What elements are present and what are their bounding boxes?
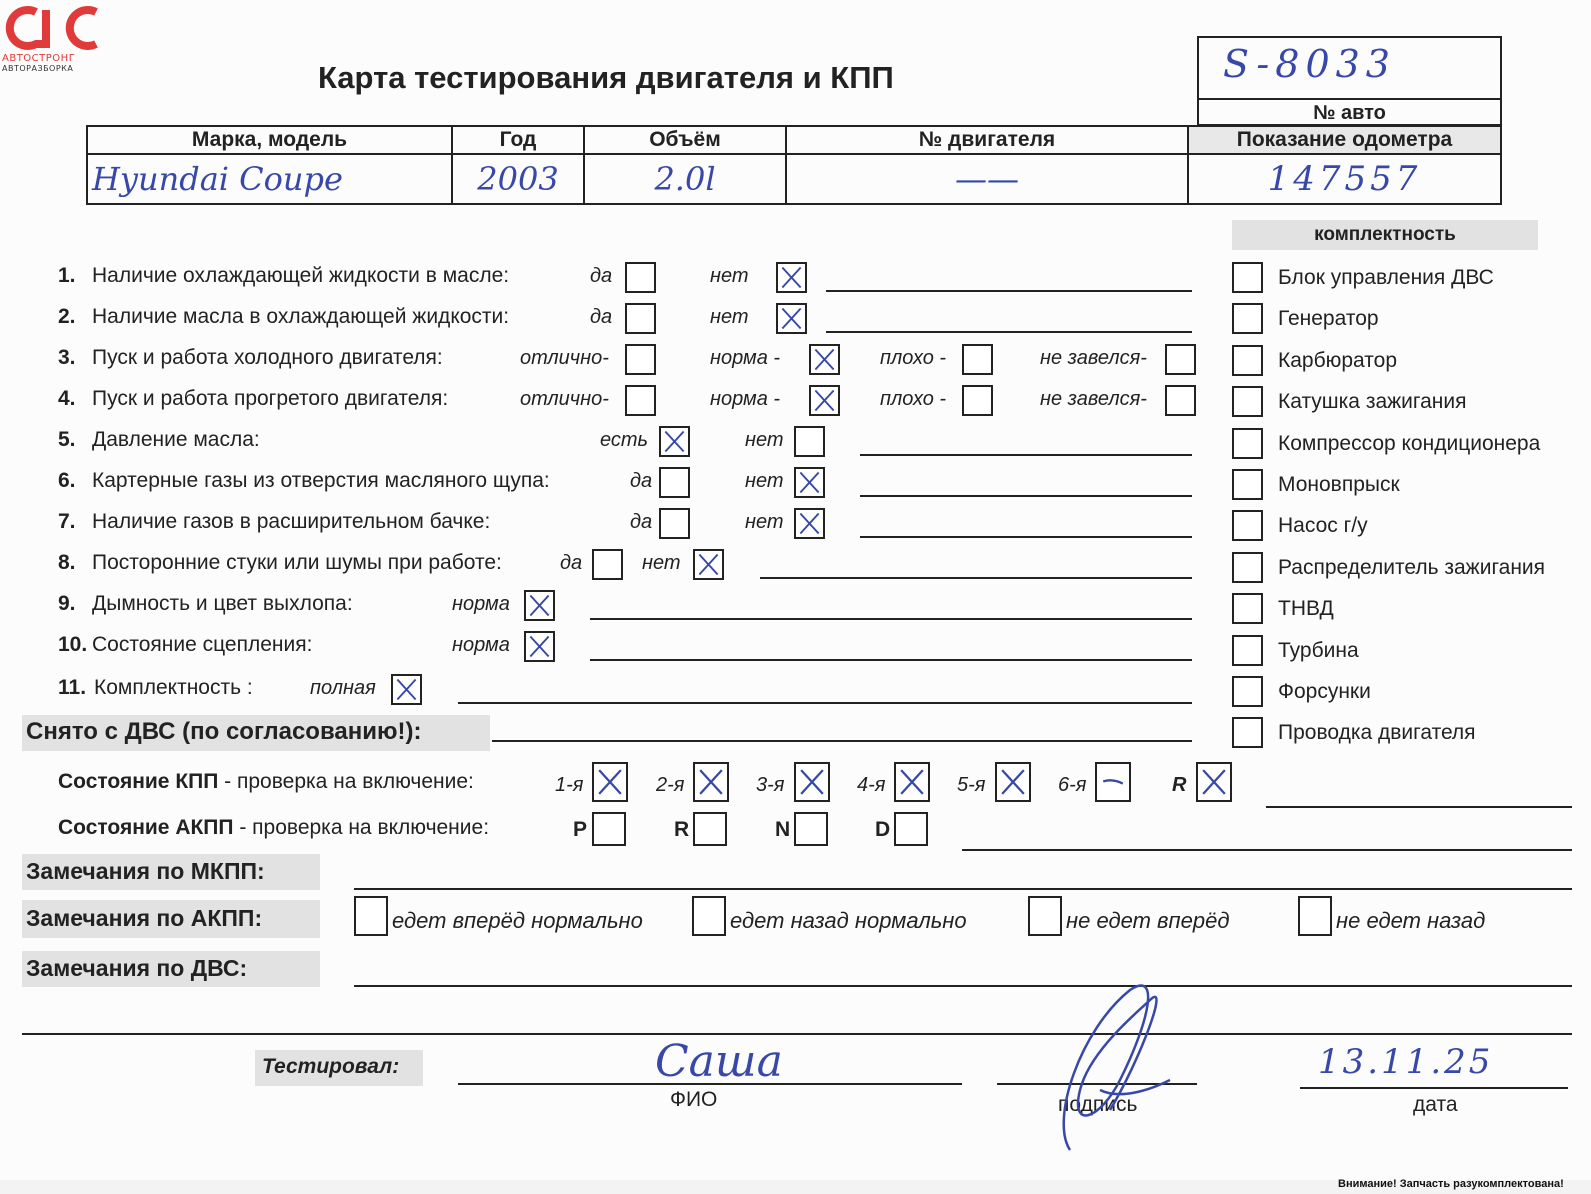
col-make-model: Марка, модель bbox=[87, 126, 452, 154]
completeness-checkbox[interactable] bbox=[1232, 469, 1263, 500]
kpp-gear-checkbox[interactable] bbox=[693, 762, 729, 802]
test-option-checkbox[interactable] bbox=[776, 262, 807, 293]
auto-number-value: S-8033 bbox=[1223, 42, 1396, 86]
test-option-label: да bbox=[560, 552, 583, 574]
test-option-label: нет bbox=[745, 470, 784, 492]
akpp-remark-checkbox[interactable] bbox=[354, 896, 388, 936]
test-option-label: нет bbox=[710, 306, 749, 328]
check-mark-icon bbox=[896, 764, 928, 800]
test-number: 9. bbox=[58, 592, 76, 615]
akpp-remark-label: едет назад нормально bbox=[730, 908, 967, 933]
akpp-gear-checkbox[interactable] bbox=[592, 812, 626, 846]
col-year: Год bbox=[452, 126, 584, 154]
kpp-gear-checkbox[interactable] bbox=[894, 762, 930, 802]
test-notes-line bbox=[590, 659, 1192, 661]
completeness-checkbox[interactable] bbox=[1232, 676, 1263, 707]
test-number: 11. bbox=[58, 676, 87, 699]
tested-label: Тестировал: bbox=[262, 1055, 400, 1078]
test-notes-line bbox=[860, 454, 1192, 456]
completeness-item-label: Компрессор кондиционера bbox=[1278, 431, 1541, 455]
kpp-title: Состояние КПП bbox=[58, 770, 219, 793]
test-option-label: плохо - bbox=[880, 347, 947, 369]
test-option-label: норма - bbox=[710, 347, 781, 369]
test-number: 1. bbox=[58, 264, 76, 287]
completeness-checkbox[interactable] bbox=[1232, 593, 1263, 624]
akpp-remark-checkbox[interactable] bbox=[1298, 896, 1332, 936]
removed-title: Снято с ДВС (по согласованию!): bbox=[26, 718, 422, 745]
test-option-label: норма - bbox=[710, 388, 781, 410]
test-option-label: да bbox=[590, 265, 613, 287]
completeness-checkbox[interactable] bbox=[1232, 552, 1263, 583]
remarks-dvs-label: Замечания по ДВС: bbox=[26, 955, 248, 981]
akpp-remark-checkbox[interactable] bbox=[692, 896, 726, 936]
test-option-label: нет bbox=[745, 429, 784, 451]
test-option-label: отлично- bbox=[520, 347, 609, 369]
completeness-item-label: Проводка двигателя bbox=[1278, 721, 1476, 745]
akpp-gear-label: D bbox=[875, 818, 891, 841]
remarks-dvs-line bbox=[354, 985, 1572, 987]
check-mark-icon bbox=[997, 764, 1029, 800]
logo-mark-icon bbox=[0, 0, 104, 50]
dash-mark-icon bbox=[1097, 764, 1129, 800]
test-number: 2. bbox=[58, 305, 76, 328]
check-mark-icon bbox=[811, 346, 838, 373]
test-option-checkbox[interactable] bbox=[962, 385, 993, 416]
akpp-check-label bbox=[58, 816, 489, 840]
test-option-label: норма bbox=[452, 593, 510, 615]
signature-scribble-icon bbox=[1040, 970, 1200, 1170]
akpp-remark-checkbox[interactable] bbox=[1028, 896, 1062, 936]
test-option-label: норма bbox=[452, 634, 510, 656]
test-option-checkbox[interactable] bbox=[794, 426, 825, 457]
test-option-label: нет bbox=[745, 511, 784, 533]
kpp-line bbox=[1266, 806, 1572, 808]
test-label: Пуск и работа прогретого двигателя: bbox=[92, 387, 449, 410]
remarks-mkpp-line bbox=[354, 888, 1572, 890]
test-label: Пуск и работа холодного двигателя: bbox=[92, 346, 443, 369]
test-notes-line bbox=[860, 495, 1192, 497]
akpp-remark-label: не едет назад bbox=[1336, 908, 1486, 933]
completeness-checkbox[interactable] bbox=[1232, 303, 1263, 334]
akpp-gear-label: P bbox=[573, 818, 588, 841]
test-number: 6. bbox=[58, 469, 76, 492]
remarks-extra-line bbox=[22, 1033, 1572, 1035]
completeness-item-label: Моновпрыск bbox=[1278, 473, 1400, 496]
test-option-checkbox[interactable] bbox=[659, 467, 690, 498]
test-notes-line bbox=[760, 577, 1192, 579]
check-mark-icon bbox=[796, 469, 823, 496]
check-mark-icon bbox=[778, 264, 805, 291]
engine-number-value: —— bbox=[786, 154, 1188, 204]
test-option-label: отлично- bbox=[520, 388, 609, 410]
test-option-label: нет bbox=[710, 265, 749, 287]
check-mark-icon bbox=[695, 764, 727, 800]
check-mark-icon bbox=[661, 428, 688, 455]
completeness-item-label: Распределитель зажигания bbox=[1278, 555, 1546, 579]
test-label: Картерные газы из отверстия масляного щупа: bbox=[92, 469, 550, 492]
col-volume: Объём bbox=[584, 126, 786, 154]
tester-name: Саша bbox=[655, 1036, 783, 1087]
auto-number-label: № авто bbox=[1313, 102, 1386, 124]
kpp-gear-checkbox[interactable] bbox=[592, 762, 628, 802]
check-mark-icon bbox=[796, 764, 828, 800]
check-mark-icon bbox=[778, 305, 805, 332]
test-option-checkbox[interactable] bbox=[524, 631, 555, 662]
check-mark-icon bbox=[526, 592, 553, 619]
test-option-label: да bbox=[630, 511, 653, 533]
logo-brand: АВТОСТРОНГ bbox=[2, 53, 76, 64]
fio-line bbox=[458, 1083, 962, 1085]
test-option-checkbox[interactable] bbox=[625, 262, 656, 293]
completeness-item-label: Блок управления ДВС bbox=[1278, 266, 1494, 289]
auto-number-box bbox=[1197, 36, 1502, 126]
kpp-gear-checkbox[interactable] bbox=[1196, 762, 1232, 802]
kpp-rest: - проверка на включение: bbox=[218, 770, 474, 793]
remarks-mkpp-label: Замечания по МКПП: bbox=[26, 858, 265, 884]
completeness-checkbox[interactable] bbox=[1232, 345, 1263, 376]
company-logo bbox=[0, 0, 110, 76]
akpp-line bbox=[962, 849, 1572, 851]
auto-number-divider bbox=[1199, 98, 1500, 100]
page-title: Карта тестирования двигателя и КПП bbox=[318, 60, 894, 95]
test-notes-line bbox=[826, 331, 1192, 333]
kpp-gear-label: 5-я bbox=[957, 774, 986, 796]
completeness-item-label: Генератор bbox=[1278, 307, 1379, 331]
test-notes-line bbox=[458, 702, 1192, 704]
test-notes-line bbox=[590, 618, 1192, 620]
test-option-label: плохо - bbox=[880, 388, 947, 410]
kpp-gear-label: 4-я bbox=[857, 774, 886, 796]
check-mark-icon bbox=[811, 387, 838, 414]
test-option-checkbox[interactable] bbox=[524, 590, 555, 621]
test-option-checkbox[interactable] bbox=[962, 344, 993, 375]
kpp-gear-checkbox[interactable] bbox=[995, 762, 1031, 802]
check-mark-icon bbox=[594, 764, 626, 800]
test-option-checkbox[interactable] bbox=[391, 674, 422, 705]
test-option-label: есть bbox=[600, 429, 649, 451]
check-mark-icon bbox=[393, 676, 420, 703]
test-option-checkbox[interactable] bbox=[794, 508, 825, 539]
vehicle-info-table bbox=[86, 125, 1502, 205]
removed-line bbox=[492, 740, 1192, 742]
test-option-checkbox[interactable] bbox=[693, 549, 724, 580]
completeness-checkbox[interactable] bbox=[1232, 510, 1263, 541]
col-odometer: Показание одометра bbox=[1188, 126, 1501, 154]
test-option-checkbox[interactable] bbox=[1165, 344, 1196, 375]
completeness-item-label: Карбюратор bbox=[1278, 348, 1398, 372]
completeness-item-label: Форсунки bbox=[1278, 680, 1371, 703]
akpp-gear-label: N bbox=[775, 818, 791, 841]
completeness-item-label: ТНВД bbox=[1278, 597, 1334, 621]
signature-label: подпись bbox=[1058, 1093, 1138, 1116]
year-value: 2003 bbox=[452, 154, 584, 204]
test-option-label: нет bbox=[642, 552, 681, 574]
kpp-gear-label: 3-я bbox=[756, 774, 785, 796]
test-option-checkbox[interactable] bbox=[776, 303, 807, 334]
test-option-label: да bbox=[590, 306, 613, 328]
test-option-checkbox[interactable] bbox=[659, 508, 690, 539]
test-notes-line bbox=[860, 536, 1192, 538]
test-option-label: да bbox=[630, 470, 653, 492]
akpp-title: Состояние АКПП bbox=[58, 816, 234, 839]
akpp-remark-label: едет вперёд нормально bbox=[392, 908, 643, 933]
test-option-checkbox[interactable] bbox=[625, 385, 656, 416]
test-number: 5. bbox=[58, 428, 76, 451]
logo-subtitle: АВТОРАЗБОРКА bbox=[2, 64, 74, 73]
completeness-title: комплектность bbox=[1314, 224, 1456, 245]
make-model-value: Hyundai Coupe bbox=[87, 154, 452, 204]
date-value: 13.11.25 bbox=[1318, 1042, 1494, 1082]
test-notes-line bbox=[826, 290, 1192, 292]
kpp-gear-checkbox[interactable] bbox=[1095, 762, 1131, 802]
test-option-checkbox[interactable] bbox=[625, 344, 656, 375]
test-label: Давление масла: bbox=[92, 428, 260, 451]
kpp-check-label bbox=[58, 770, 474, 794]
test-option-label: полная bbox=[310, 677, 376, 699]
test-option-checkbox[interactable] bbox=[809, 385, 840, 416]
check-mark-icon bbox=[796, 510, 823, 537]
warning-text: Внимание! Запчасть разукомплектована! bbox=[1338, 1178, 1564, 1190]
completeness-item-label: Турбина bbox=[1278, 638, 1359, 662]
completeness-checkbox[interactable] bbox=[1232, 262, 1263, 293]
remarks-akpp-label: Замечания по АКПП: bbox=[26, 905, 263, 931]
akpp-gear-label: R bbox=[674, 818, 690, 841]
date-label: дата bbox=[1413, 1093, 1458, 1116]
check-mark-icon bbox=[526, 633, 553, 660]
kpp-gear-label: 1-я bbox=[555, 774, 584, 796]
kpp-gear-label: R bbox=[1172, 774, 1187, 796]
completeness-checkbox[interactable] bbox=[1232, 635, 1263, 666]
test-option-label: не завелся- bbox=[1040, 388, 1147, 410]
check-mark-icon bbox=[695, 551, 722, 578]
test-option-checkbox[interactable] bbox=[794, 467, 825, 498]
date-line bbox=[1300, 1087, 1568, 1089]
test-label: Комплектность : bbox=[94, 676, 253, 699]
kpp-gear-label: 6-я bbox=[1058, 774, 1087, 796]
test-option-checkbox[interactable] bbox=[592, 549, 623, 580]
test-number: 7. bbox=[58, 510, 76, 533]
kpp-gear-checkbox[interactable] bbox=[794, 762, 830, 802]
volume-value: 2.0l bbox=[584, 154, 786, 204]
akpp-gear-checkbox[interactable] bbox=[794, 812, 828, 846]
akpp-gear-checkbox[interactable] bbox=[894, 812, 928, 846]
akpp-rest: - проверка на включение: bbox=[233, 816, 490, 839]
test-number: 8. bbox=[58, 551, 76, 574]
akpp-gear-checkbox[interactable] bbox=[693, 812, 727, 846]
kpp-gear-label: 2-я bbox=[656, 774, 685, 796]
test-option-checkbox[interactable] bbox=[1165, 385, 1196, 416]
col-engine-number: № двигателя bbox=[786, 126, 1188, 154]
test-label: Наличие охлаждающей жидкости в масле: bbox=[92, 264, 510, 287]
test-label: Посторонние стуки или шумы при работе: bbox=[92, 551, 502, 574]
completeness-item-label: Катушка зажигания bbox=[1278, 390, 1467, 414]
completeness-item-label: Насос г/у bbox=[1278, 514, 1368, 538]
completeness-checkbox[interactable] bbox=[1232, 717, 1263, 748]
completeness-checkbox[interactable] bbox=[1232, 386, 1263, 417]
test-number: 3. bbox=[58, 346, 76, 369]
test-option-checkbox[interactable] bbox=[625, 303, 656, 334]
test-number: 10. bbox=[58, 633, 88, 656]
completeness-checkbox[interactable] bbox=[1232, 428, 1263, 459]
fio-label: ФИО bbox=[670, 1088, 718, 1111]
test-label: Дымность и цвет выхлопа: bbox=[92, 592, 353, 615]
check-mark-icon bbox=[1198, 764, 1230, 800]
test-number: 4. bbox=[58, 387, 76, 410]
odometer-value: 147557 bbox=[1188, 154, 1501, 204]
akpp-remark-label: не едет вперёд bbox=[1066, 908, 1230, 933]
test-option-checkbox[interactable] bbox=[659, 426, 690, 457]
test-label: Наличие масла в охлаждающей жидкости: bbox=[92, 305, 510, 328]
test-option-label: не завелся- bbox=[1040, 347, 1147, 369]
test-label: Состояние сцепления: bbox=[92, 633, 313, 656]
test-option-checkbox[interactable] bbox=[809, 344, 840, 375]
test-label: Наличие газов в расширительном бачке: bbox=[92, 510, 491, 533]
